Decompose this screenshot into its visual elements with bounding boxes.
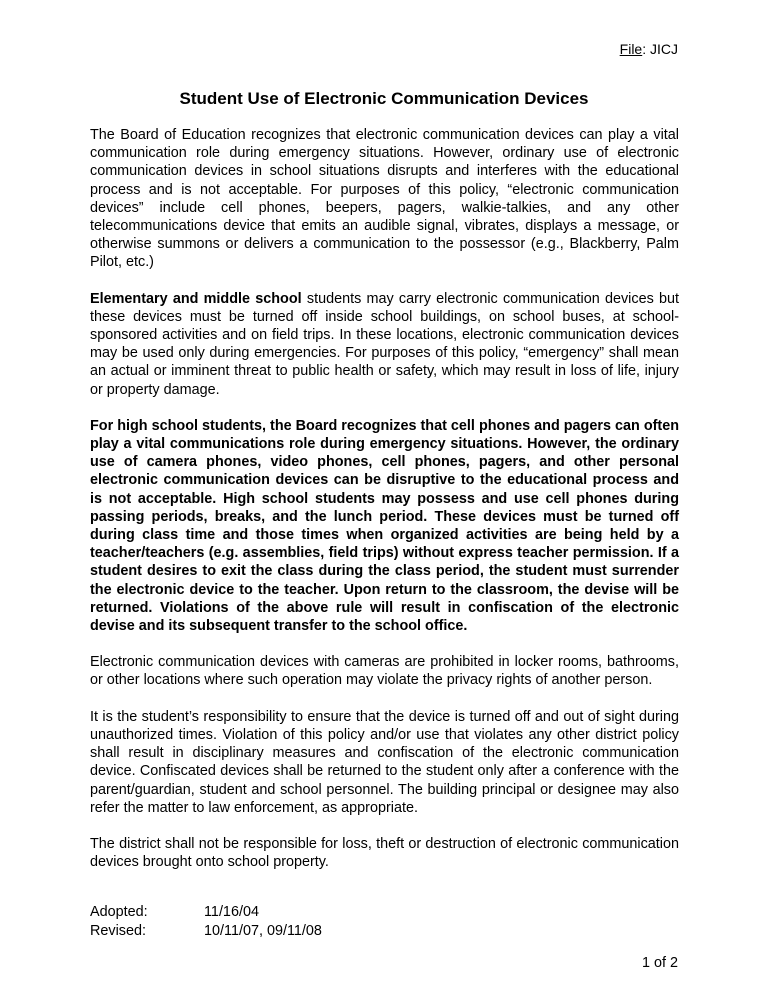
document-title: Student Use of Electronic Communication Devices: [179, 89, 589, 108]
revised-label: Revised:: [90, 922, 146, 939]
paragraph-elementary-text: students may carry electronic communication devices but these devices must be turned off inside school buildings, on school buses, at school-sponsored activities and on field trips. In these locations, electronic communication devices may be used only during emergencies. For purposes of this policy, “emergency” shall mean an actual or imminent threat to public health or safety, which may result in loss of life, injury or property damage.: [90, 290, 680, 398]
adopted-label: Adopted:: [90, 904, 148, 920]
paragraph-district-liability: The district shall not be responsible for loss, theft or destruction of electronic communication devices brought onto school property.: [90, 835, 679, 871]
revised-row: [90, 922, 322, 941]
adopted-row: [90, 903, 322, 922]
page-number: 1 of 2: [641, 955, 678, 971]
paragraph-cameras-prohibited: Electronic communication devices with cameras are prohibited in locker rooms, bathrooms, or other locations where such operation may violate the privacy rights of another person.: [90, 654, 679, 689]
document-body: [90, 126, 679, 889]
adopted-date: 11/16/04: [204, 904, 259, 920]
file-label: File: [619, 41, 643, 57]
paragraph-board-recognizes: The Board of Education recognizes that electronic communication devices can play a vital communication role during emergency situations. However, ordinary use of electronic communication devices in school situations disrupts and interferes with the educational process and is not acceptable. For purposes of this policy, “electronic communication devices” include cell phones, beepers, pagers, walkie-talkies, and any other telecommunications device that emits an audible signal, vibrates, displays a message, or otherwise summons or delivers a communication to the possessor (e.g., Blackberry, Palm Pilot, etc.): [90, 127, 679, 271]
file-reference: [620, 40, 678, 58]
paragraph-elementary-middle: [90, 290, 679, 399]
paragraph-lead-bold: Elementary and middle school: [90, 290, 302, 307]
policy-history: [90, 903, 322, 940]
paragraph-high-school: For high school students, the Board recognizes that cell phones and pagers can often play a vital communications role during emergency situations. However, the ordinary use of camera phones, video phones, cell phones, pagers, and other personal electronic communication devices can be disruptive to the educational process and is not acceptable. High school students may possess and use cell phones during passing periods, breaks, and the lunch period. These devices must be turned off during class time and those times when organized activities are being held by a teacher/teachers (e.g. assemblies, field trips) without express teacher permission. If a student desires to exit the class during the class period, the student must surrender the electronic device to the teacher. Upon return to the classroom, the devise will be returned. Violations of the above rule will result in confiscation of the electronic devise and its subsequent transfer to the school office.: [90, 417, 679, 635]
file-code: : JICJ: [642, 41, 678, 57]
paragraph-student-responsibility: It is the student’s responsibility to ensure that the device is turned off and out of sight during unauthorized times. Violation of this policy and/or use that violates any other district policy shall result in disciplinary measures and confiscation of the electronic communication device. Confiscated devices shall be returned to the student only after a conference with the parent/guardian, student and school personnel. The building principal or designee may also refer the matter to law enforcement, as appropriate.: [90, 708, 679, 816]
revised-dates: 10/11/07, 09/11/08: [204, 922, 322, 939]
